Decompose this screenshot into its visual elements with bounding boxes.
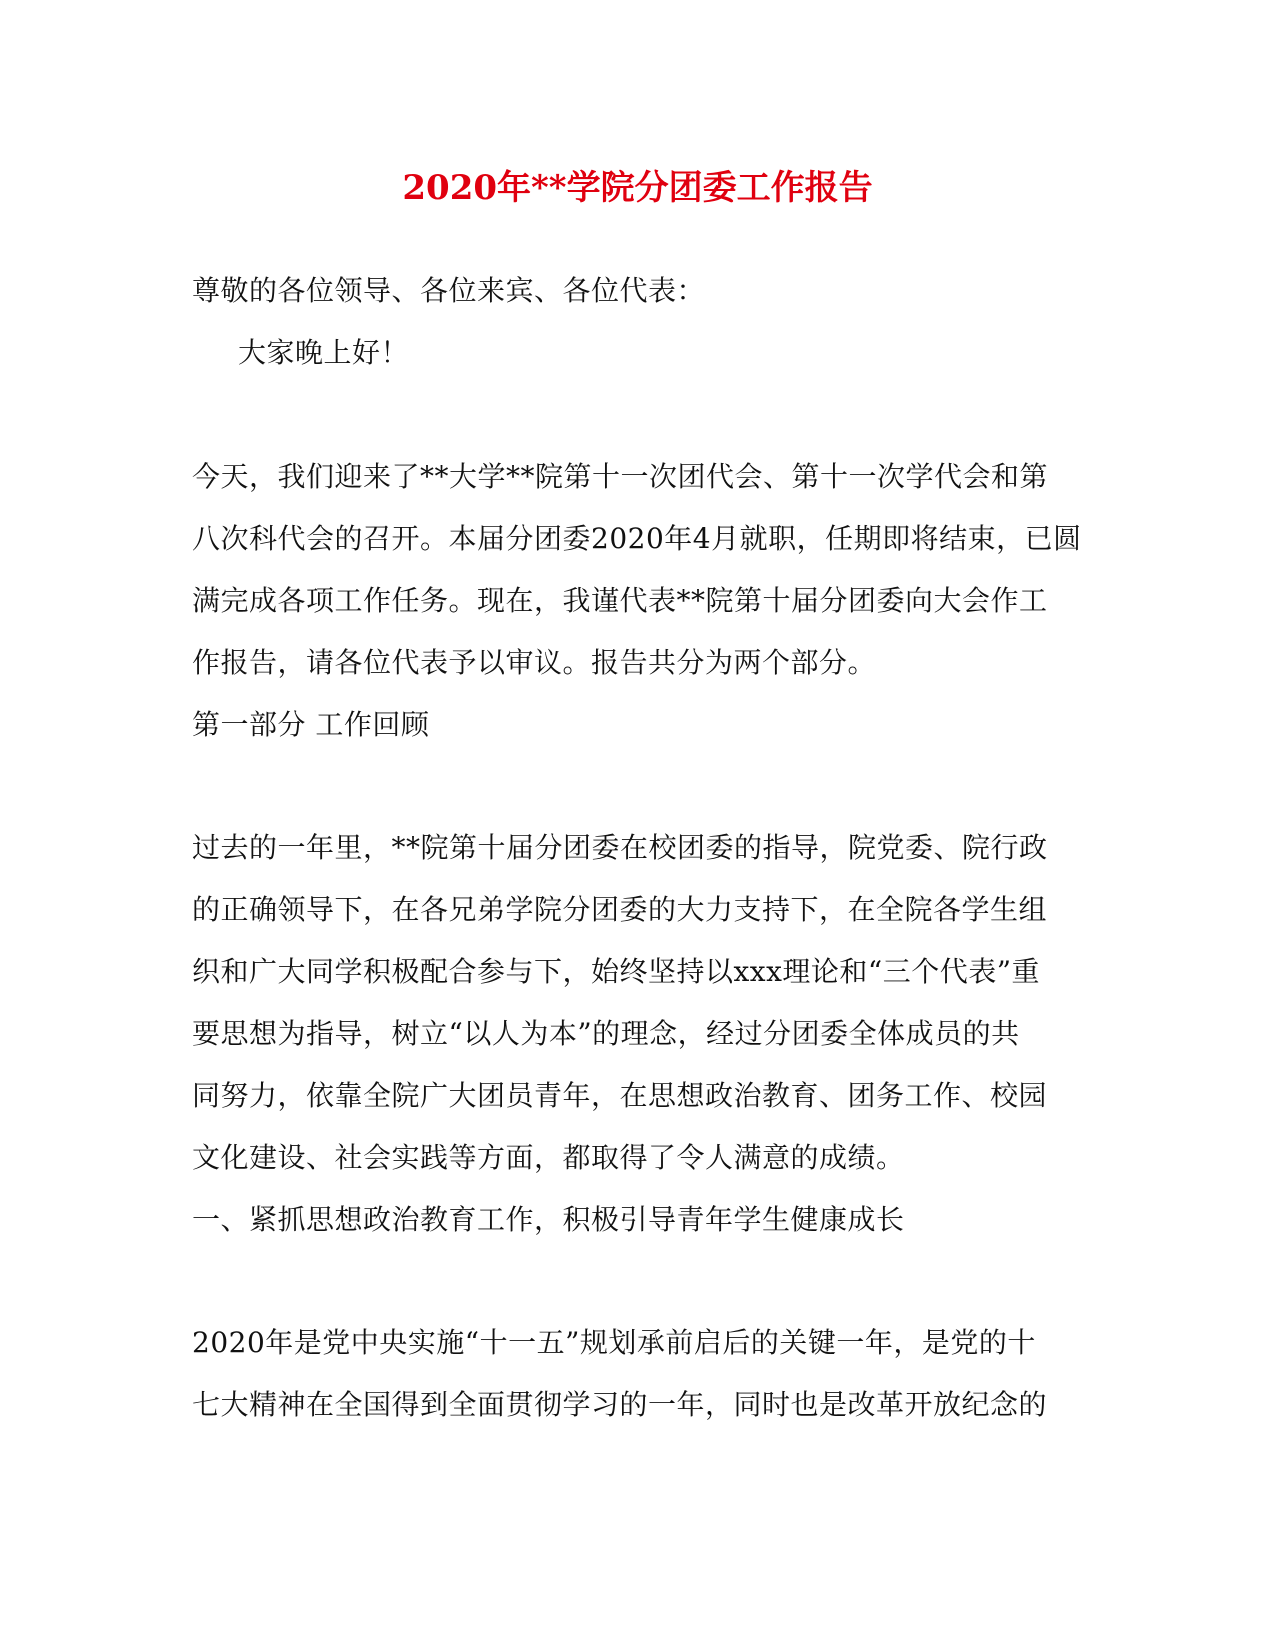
section-one-line-2: 七大精神在全国得到全面贯彻学习的一年，同时也是改革开放纪念的 <box>192 1388 1048 1421</box>
part-one-heading: 第一部分 工作回顾 <box>192 708 430 741</box>
section-one-line-1: 2020年是党中央实施“十一五”规划承前启后的关键一年，是党的十 <box>192 1326 1036 1359</box>
intro-line-2: 八次科代会的召开。本届分团委2020年4月就职，任期即将结束，已圆 <box>192 522 1082 555</box>
greeting: 大家晚上好！ <box>238 336 410 369</box>
review-line-2: 的正确领导下，在各兄弟学院分团委的大力支持下，在全院各学生组 <box>192 893 1048 926</box>
review-line-5: 同努力，依靠全院广大团员青年，在思想政治教育、团务工作、校园 <box>192 1079 1048 1112</box>
intro-line-1: 今天，我们迎来了**大学**院第十一次团代会、第十一次学代会和第 <box>192 460 1049 493</box>
review-line-1: 过去的一年里，**院第十届分团委在校团委的指导，院党委、院行政 <box>192 831 1048 864</box>
intro-line-4: 作报告，请各位代表予以审议。报告共分为两个部分。 <box>192 646 877 679</box>
review-line-6: 文化建设、社会实践等方面，都取得了令人满意的成绩。 <box>192 1141 905 1174</box>
review-line-3: 织和广大同学积极配合参与下，始终坚持以xxx理论和“三个代表”重 <box>192 955 1041 988</box>
salutation: 尊敬的各位领导、各位来宾、各位代表： <box>192 274 706 307</box>
document-title: 2020年**学院分团委工作报告 <box>402 168 873 208</box>
section-one-heading: 一、紧抓思想政治教育工作，积极引导青年学生健康成长 <box>192 1203 905 1236</box>
intro-line-3: 满完成各项工作任务。现在，我谨代表**院第十届分团委向大会作工 <box>192 584 1048 617</box>
review-line-4: 要思想为指导，树立“以人为本”的理念，经过分团委全体成员的共 <box>192 1017 1020 1050</box>
